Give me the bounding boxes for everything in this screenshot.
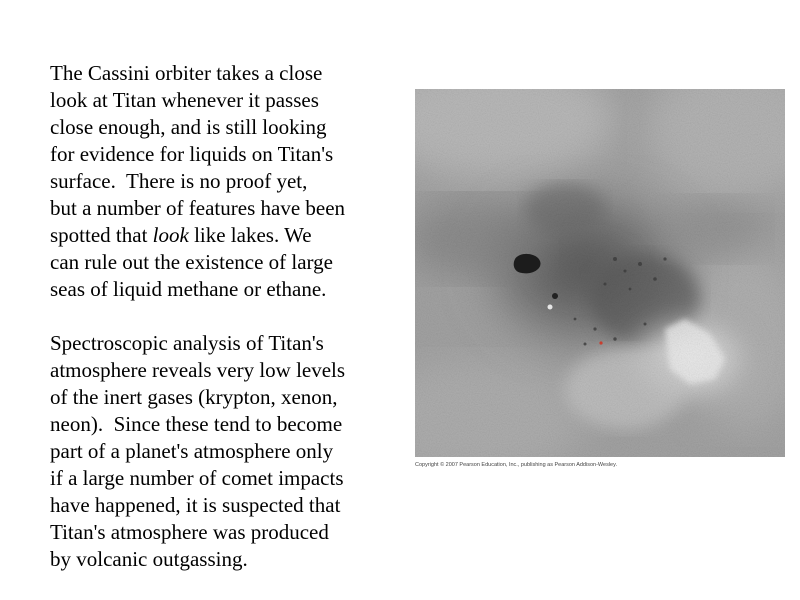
text-line: by volcanic outgassing. <box>50 547 248 571</box>
text-line: have happened, it is suspected that <box>50 493 341 517</box>
text-line: surface. There is no proof yet, <box>50 169 308 193</box>
text-line: can rule out the existence of large <box>50 250 333 274</box>
text-line: atmosphere reveals very low levels <box>50 358 346 382</box>
slide-text <box>50 60 400 573</box>
titan-surface-radar-image-icon <box>415 89 785 457</box>
text-line: The Cassini orbiter takes a close <box>50 61 323 85</box>
text-line: of the inert gases (krypton, xenon, <box>50 385 338 409</box>
text-line: look at Titan whenever it passes <box>50 88 319 112</box>
text-line: seas of liquid methane or ethane. <box>50 277 327 301</box>
text-line: but a number of features have been <box>50 196 346 220</box>
text-line: if a large number of comet impacts <box>50 466 344 490</box>
paragraph-spectroscopy <box>50 330 400 573</box>
paragraph-cassini <box>50 60 400 303</box>
text-line: Titan's atmosphere was produced <box>50 520 329 544</box>
text-line: Spectroscopic analysis of Titan's <box>50 331 324 355</box>
text-line: neon). Since these tend to become <box>50 412 343 436</box>
paragraph-gap <box>50 303 400 330</box>
text-line: part of a planet's atmosphere only <box>50 439 334 463</box>
text-line: spotted that look like lakes. We <box>50 223 312 247</box>
emphasis-look: look <box>152 223 189 247</box>
text-line: close enough, and is still looking <box>50 115 327 139</box>
image-copyright-caption: Copyright © 2007 Pearson Education, Inc., publishing as Pearson Addison-Wesley. <box>415 462 617 468</box>
text-line: for evidence for liquids on Titan's <box>50 142 334 166</box>
titan-surface-image <box>415 89 785 457</box>
